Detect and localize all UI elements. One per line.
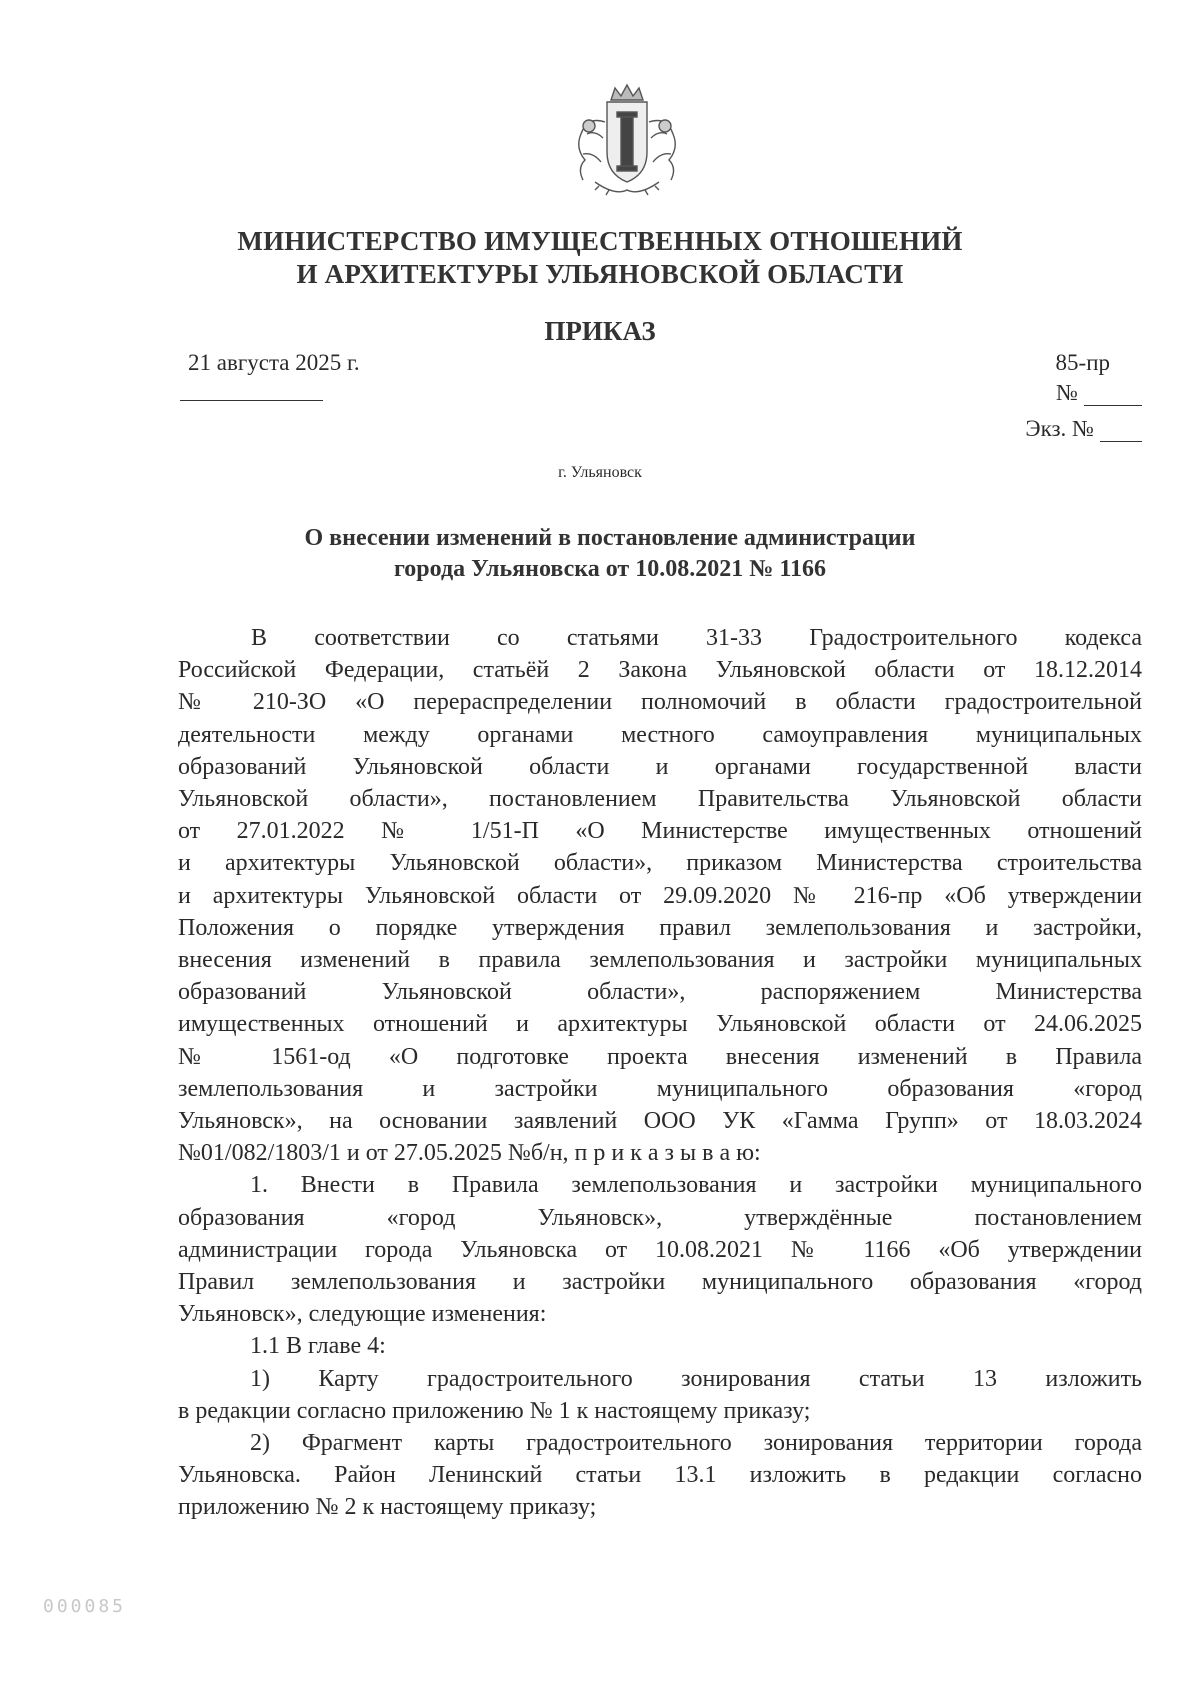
ministry-name	[160, 225, 1040, 291]
copy-number-field	[1025, 416, 1142, 442]
body-line: и архитектуры Ульяновской области», приказом Министерства строительства	[178, 850, 1142, 877]
body-line: Ульяновска. Район Ленинский статьи 13.1 изложить в редакции согласно	[178, 1462, 1142, 1489]
body-line: Положения о порядке утверждения правил землепользования и застройки,	[178, 914, 1142, 941]
body-line: 2) Фрагмент карты градостроительного зонирования территории города	[250, 1430, 1142, 1457]
document-date: 21 августа 2025 г.	[188, 350, 360, 375]
body-line: и архитектуры Ульяновской области от 29.09.2020 № 216-пр «Об утверждении	[178, 882, 1142, 909]
body-line: приложению № 2 к настоящему приказу;	[178, 1494, 597, 1521]
body-line: образования «город Ульяновск», утверждённые постановлением	[178, 1204, 1142, 1231]
date-underline	[180, 400, 323, 401]
body-line: в редакции согласно приложению № 1 к настоящему приказу;	[178, 1397, 811, 1424]
ministry-name-line1: МИНИСТЕРСТВО ИМУЩЕСТВЕННЫХ ОТНОШЕНИЙ	[237, 226, 963, 256]
number-field	[1056, 380, 1142, 406]
body-line: Ульяновск», на основании заявлений ООО УК «Гамма Групп» от 18.03.2024	[178, 1108, 1142, 1135]
body-line: образований Ульяновской области и органами государственной власти	[178, 753, 1142, 780]
document-number: 85-пр	[1055, 350, 1110, 375]
body-line: № 210-ЗО «О перераспределении полномочий в области градостроительной	[178, 689, 1142, 716]
body-line: Ульяновск», следующие изменения:	[178, 1301, 547, 1328]
body-line: В соответствии со статьями 31-33 Градостроительного кодекса	[251, 625, 1142, 651]
body-line: Правил землепользования и застройки муниципального образования «город	[178, 1269, 1142, 1296]
coat-of-arms-emblem	[565, 82, 689, 200]
number-label: №	[1056, 380, 1078, 405]
body-line: администрации города Ульяновска от 10.08.2021 № 1166 «Об утверждении	[178, 1236, 1142, 1263]
ministry-name-line2: И АРХИТЕКТУРЫ УЛЬЯНОВСКОЙ ОБЛАСТИ	[296, 259, 904, 289]
body-line: № 1561-од «О подготовке проекта внесения изменений в Правила	[178, 1043, 1142, 1070]
body-line: 1. Внести в Правила землепользования и застройки муниципального	[250, 1172, 1142, 1199]
copy-number-blank-line	[1100, 419, 1142, 442]
copy-number-label: Экз. №	[1025, 416, 1094, 441]
number-blank-line	[1084, 383, 1142, 406]
city-name: г. Ульяновск	[558, 464, 642, 481]
document-body	[178, 622, 1142, 1524]
document-type: ПРИКАЗ	[544, 316, 656, 346]
body-line: от 27.01.2022 № 1/51-П «О Министерстве имущественных отношений	[178, 818, 1142, 845]
body-line: образований Ульяновской области», распоряжением Министерства	[178, 979, 1142, 1006]
subject-line1: О внесении изменений в постановление администрации	[304, 525, 916, 551]
page-code-stamp: 000085	[43, 1596, 127, 1617]
body-line: 1) Карту градостроительного зонирования статьи 13 изложить	[250, 1365, 1142, 1392]
body-line: №01/082/1803/1 и от 27.05.2025 №б/н, п р и к а з ы в а ю:	[178, 1140, 761, 1167]
body-line: землепользования и застройки муниципального образования «город	[178, 1075, 1142, 1102]
document-subject	[140, 523, 1080, 585]
body-line: деятельности между органами местного самоуправления муниципальных	[178, 721, 1142, 748]
body-line: 1.1 В главе 4:	[250, 1333, 386, 1360]
body-line: имущественных отношений и архитектуры Ульяновской области от 24.06.2025	[178, 1011, 1142, 1038]
subject-line2: города Ульяновска от 10.08.2021 № 1166	[393, 556, 826, 582]
body-line: Российской Федерации, статьёй 2 Закона Ульяновской области от 18.12.2014	[178, 657, 1142, 684]
body-line: внесения изменений в правила землепользования и застройки муниципальных	[178, 947, 1142, 974]
body-line: Ульяновской области», постановлением Правительства Ульяновской области	[178, 786, 1142, 813]
